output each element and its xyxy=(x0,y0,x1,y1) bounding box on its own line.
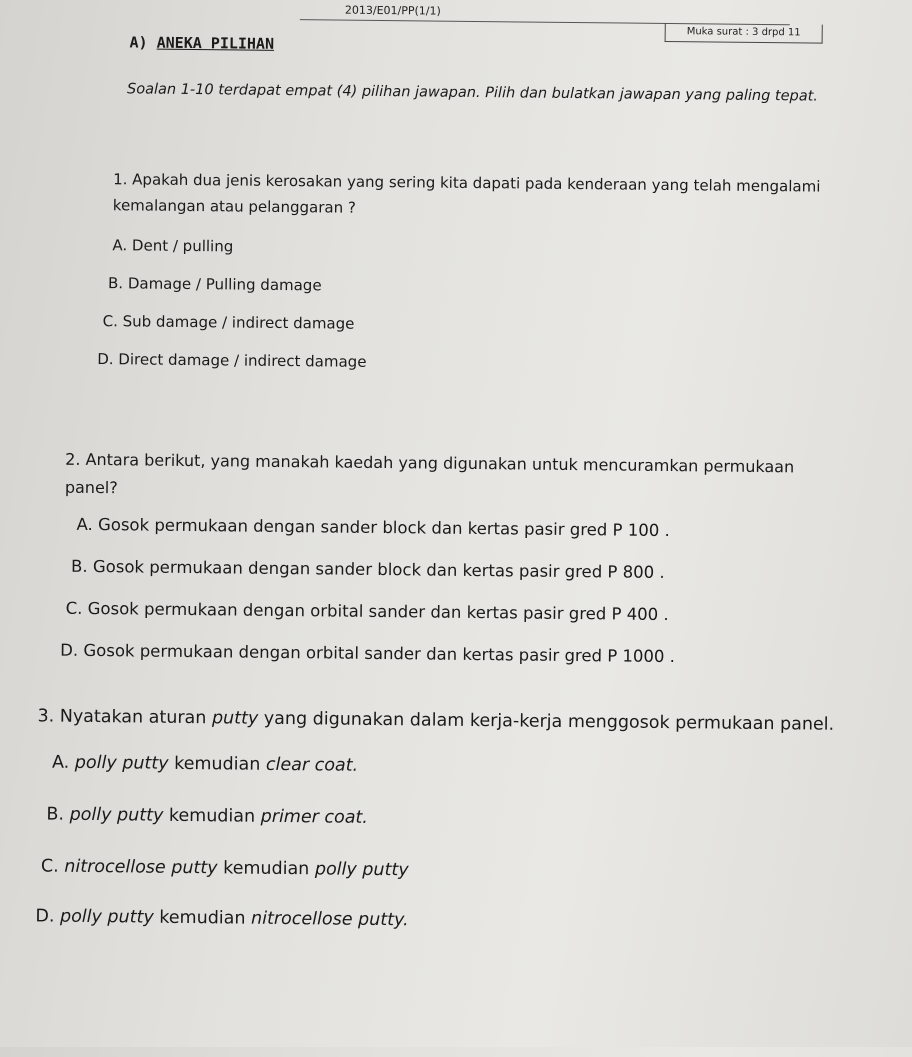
option-text-em2: nitrocellose putty. xyxy=(250,908,409,931)
question-number: 3. xyxy=(37,706,55,727)
document-code: 2013/E01/PP(1/1) xyxy=(344,3,441,18)
option-text: Gosok permukaan dengan orbital sander dan kertas pasir gred P 1000 . xyxy=(83,640,676,667)
option-text-em2: primer coat. xyxy=(260,806,369,828)
question-text: Apakah dua jenis kerosakan yang sering kita dapati pada kenderaan yang telah mengalami kemalangan atau pelanggaran ? xyxy=(112,170,821,217)
option-letter: A. xyxy=(112,236,128,255)
option-letter: D. xyxy=(60,640,79,660)
option-text: Direct damage / indirect damage xyxy=(118,350,367,371)
q3-option-c[interactable] xyxy=(41,856,409,880)
option-text-mid: kemudian xyxy=(163,805,261,827)
option-letter: C. xyxy=(65,598,83,618)
q3-option-a[interactable] xyxy=(52,753,358,776)
option-letter: C. xyxy=(102,312,118,331)
q1-option-a[interactable] xyxy=(112,236,233,255)
question-text-post: yang digunakan dalam kerja-kerja menggosok permukaan panel. xyxy=(258,708,835,735)
page-number-box: Muka surat : 3 drpd 11 xyxy=(665,23,823,44)
q1-option-d[interactable] xyxy=(97,350,366,371)
question-number: 1. xyxy=(113,170,128,189)
option-text-em1: nitrocellose putty xyxy=(64,856,218,879)
q2-option-d[interactable] xyxy=(60,641,675,666)
option-letter: C. xyxy=(40,856,59,877)
option-letter: D. xyxy=(97,350,114,369)
option-text-mid: kemudian xyxy=(153,907,252,929)
option-letter: A. xyxy=(51,752,70,773)
question-number: 2. xyxy=(65,449,81,469)
option-letter: D. xyxy=(35,906,55,927)
option-text: Gosok permukaan dengan sander block dan kertas pasir gred P 100 . xyxy=(97,515,670,541)
option-text: Damage / Pulling damage xyxy=(127,274,322,295)
question-1 xyxy=(113,166,834,226)
question-2 xyxy=(65,446,846,510)
section-prefix: A) xyxy=(129,33,148,52)
option-text-em2: polly putty xyxy=(314,859,409,881)
section-title xyxy=(129,33,274,53)
option-text: Sub damage / indirect damage xyxy=(122,312,355,333)
option-letter: B. xyxy=(107,274,124,293)
option-text-em2: clear coat. xyxy=(265,754,359,776)
question-text-em: putty xyxy=(211,708,259,729)
q3-option-d[interactable] xyxy=(35,906,408,930)
question-text-pre: Nyatakan aturan xyxy=(59,706,213,729)
option-letter: B. xyxy=(46,804,65,825)
option-text-mid: kemudian xyxy=(217,858,315,880)
option-text-em1: polly putty xyxy=(74,752,169,774)
q2-option-b[interactable] xyxy=(71,557,665,582)
option-text-em1: polly putty xyxy=(69,804,164,826)
option-letter: B. xyxy=(70,556,88,576)
option-text-mid: kemudian xyxy=(168,753,267,775)
question-3 xyxy=(37,703,857,738)
option-text: Gosok permukaan dengan orbital sander dan kertas pasir gred P 400 . xyxy=(87,598,669,625)
q1-option-b[interactable] xyxy=(108,274,322,294)
q2-option-c[interactable] xyxy=(66,599,669,624)
section-title-text: ANEKA PILIHAN xyxy=(156,33,275,53)
q1-option-c[interactable] xyxy=(103,312,355,333)
section-instructions: Soalan 1-10 terdapat empat (4) pilihan jawapan. Pilih dan bulatkan jawapan yang paling tepat. xyxy=(126,81,819,105)
q3-option-b[interactable] xyxy=(46,805,368,828)
option-text-em1: polly putty xyxy=(59,906,154,928)
question-text: Antara berikut, yang manakah kaedah yang digunakan untuk mencuramkan permukaan panel? xyxy=(64,449,795,498)
option-letter: A. xyxy=(76,514,93,534)
option-text: Dent / pulling xyxy=(131,236,234,256)
option-text: Gosok permukaan dengan sander block dan kertas pasir gred P 800 . xyxy=(92,557,665,582)
q2-option-a[interactable] xyxy=(76,515,669,540)
